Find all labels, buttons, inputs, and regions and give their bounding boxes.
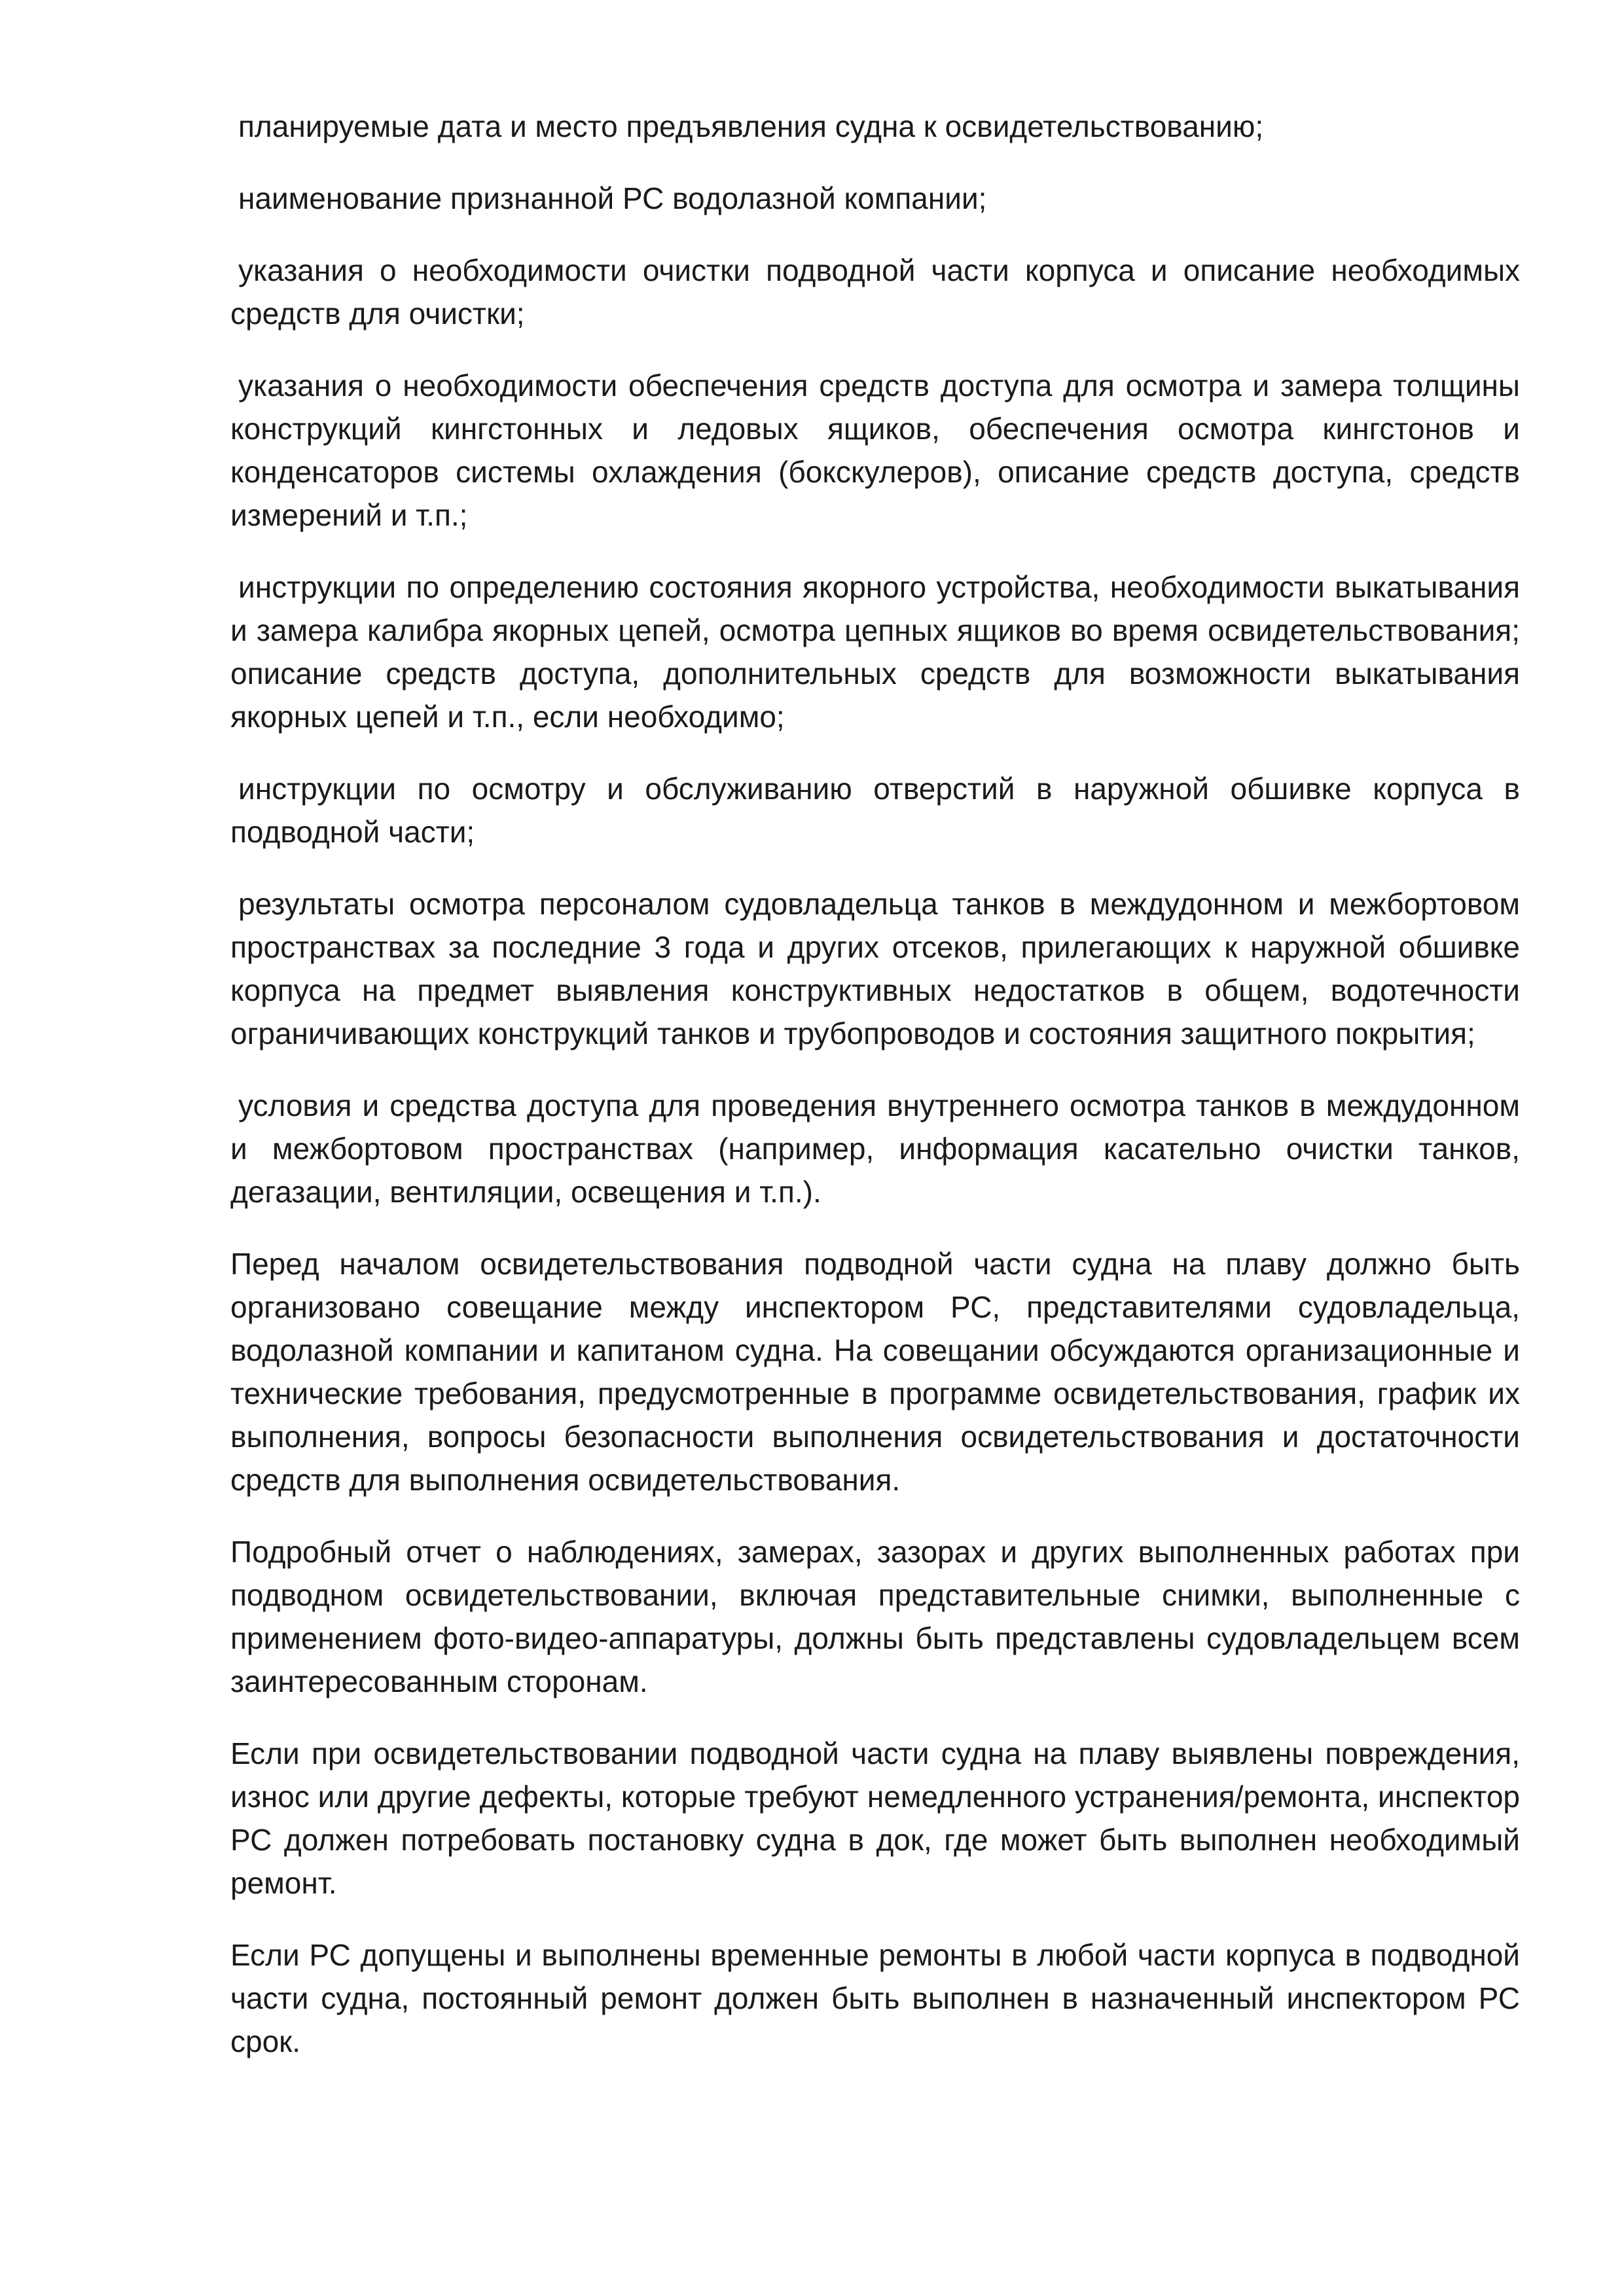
list-item: условия и средства доступа для проведения внутреннего осмотра танков в междудонном и межбортовом пространствах (например, информация касательно очистки танков, дегазации, вентиляции, освещения и т.п.).	[230, 1088, 1520, 1209]
document-page	[230, 105, 1520, 2092]
list-item: указания о необходимости очистки подводной части корпуса и описание необходимых средств для очистки;	[230, 253, 1520, 331]
list-item: инструкции по определению состояния якорного устройства, необходимости выкатывания и замера калибра якорных цепей, осмотра цепных ящиков во время освидетельствования; описание средств доступа, дополнительных средств для возможности выкатывания якорных цепей и т.п., если необходимо;	[230, 570, 1520, 734]
list-item: указания о необходимости обеспечения средств доступа для осмотра и замера толщины конструкций кингстонных и ледовых ящиков, обеспечения осмотра кингстонов и конденсаторов системы охлаждения (бокскулеров), описание средств доступа, средств измерений и т.п.;	[230, 368, 1520, 532]
list-item: инструкции по осмотру и обслуживанию отверстий в наружной обшивке корпуса в подводной части;	[230, 772, 1520, 849]
list-item: планируемые дата и место предъявления судна к освидетельствованию;	[238, 109, 1264, 143]
body-paragraph: Если при освидетельствовании подводной части судна на плаву выявлены повреждения, износ или другие дефекты, которые требуют немедленного устранения/ремонта, инспектор РС должен потребовать постановку судна в док, где может быть выполнен необходимый ремонт.	[230, 1736, 1520, 1900]
body-paragraph: Если РС допущены и выполнены временные ремонты в любой части корпуса в подводной части судна, постоянный ремонт должен быть выполнен в назначенный инспектором РС срок.	[230, 1938, 1520, 2058]
body-paragraph: Перед началом освидетельствования подводной части судна на плаву должно быть организовано совещание между инспектором РС, представителями судовладельца, водолазной компании и капитаном судна. На совещании обсуждаются организационные и технические требования, предусмотренные в программе освидетельствования, график их выполнения, вопросы безопасности выполнения освидетельствования и достаточности средств для выполнения освидетельствования.	[230, 1247, 1520, 1497]
list-item: наименование признанной РС водолазной компании;	[238, 181, 987, 215]
body-paragraph: Подробный отчет о наблюдениях, замерах, зазорах и других выполненных работах при подводном освидетельствовании, включая представительные снимки, выполненные с применением фото-видео-аппаратуры, должны быть представлены судовладельцем всем заинтересованным сторонам.	[230, 1535, 1520, 1698]
list-item: результаты осмотра персоналом судовладельца танков в междудонном и межбортовом пространствах за последние 3 года и других отсеков, прилегающих к наружной обшивке корпуса на предмет выявления конструктивных недостатков в общем, водотечности ограничивающих конструкций танков и трубопроводов и состояния защитного покрытия;	[230, 887, 1520, 1050]
